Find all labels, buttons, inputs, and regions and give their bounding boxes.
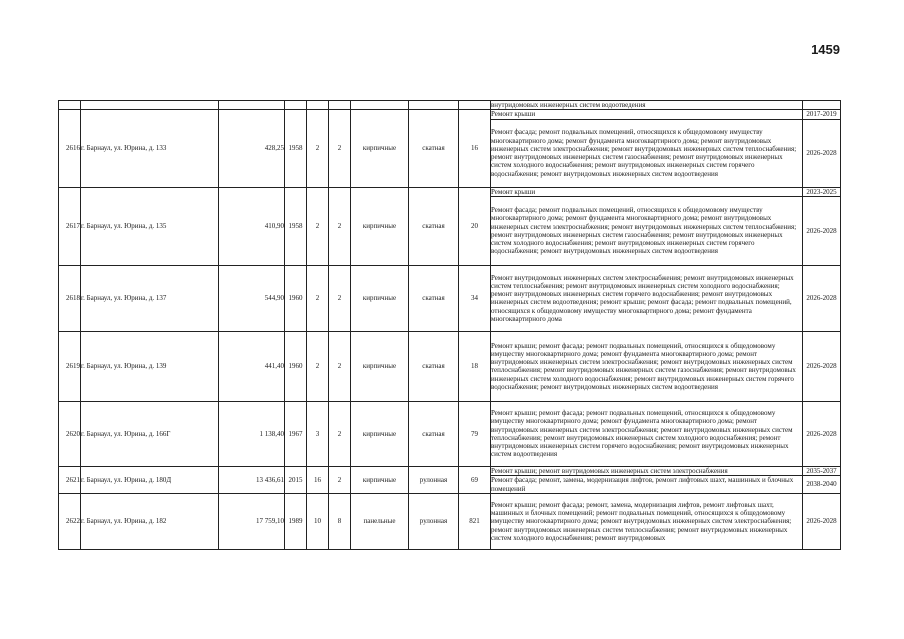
works-cell: Ремонт крыши; ремонт фасада; ремонт подвальных помещений, относящихся к общедомовому имуществу многоквартирного дома; ремонт фундамента многоквартирного дома; ремонт внутридомовых инженерных систем электроснабжения; ремонт внутридомовых инженерных систем теплоснабжения; ремонт внутридомовых инженерных систем газоснабжения; ремонт внутридомовых инженерных систем холодного водоснабжения; ремонт внутридомовых инженерных систем горячего водоснабжения; ремонт внутридомовых инженерных систем водоотведения <box>491 331 803 401</box>
period-cell: 2026-2028 <box>803 331 841 401</box>
works-cell: Ремонт крыши <box>491 110 803 119</box>
period-cell: 2035-2037 <box>803 466 841 475</box>
entrances-cell: 2 <box>329 466 351 493</box>
row-number: 2620 <box>59 401 81 466</box>
row-number: 2618 <box>59 265 81 331</box>
area-cell: 13 436,61 <box>219 466 285 493</box>
area-cell: 1 138,40 <box>219 401 285 466</box>
row-number: 2622 <box>59 494 81 550</box>
residents-cell: 34 <box>459 265 491 331</box>
roof-cell: рулонная <box>409 466 459 493</box>
entrances-cell: 2 <box>329 187 351 265</box>
residents-cell: 18 <box>459 331 491 401</box>
address-cell: г. Барнаул, ул. Юрина, д. 137 <box>81 265 219 331</box>
period-cell: 2017-2019 <box>803 110 841 119</box>
table-row <box>59 466 841 475</box>
roof-cell: рулонная <box>409 494 459 550</box>
period-cell: 2038-2040 <box>803 476 841 494</box>
table-row <box>59 187 841 196</box>
residents-cell: 821 <box>459 494 491 550</box>
walls-cell: кирпичные <box>351 265 409 331</box>
row-number: 2621 <box>59 466 81 493</box>
walls-cell: кирпичные <box>351 110 409 187</box>
address-cell: г. Барнаул, ул. Юрина, д. 135 <box>81 187 219 265</box>
roof-cell: скатная <box>409 331 459 401</box>
period-cell: 2023-2025 <box>803 187 841 196</box>
floors-cell: 16 <box>307 466 329 493</box>
address-cell: г. Барнаул, ул. Юрина, д. 180Д <box>81 466 219 493</box>
roof-cell: скатная <box>409 401 459 466</box>
area-cell: 17 759,10 <box>219 494 285 550</box>
walls-cell: кирпичные <box>351 187 409 265</box>
continuation-row <box>59 101 841 110</box>
walls-cell: кирпичные <box>351 466 409 493</box>
year-cell: 1960 <box>285 265 307 331</box>
entrances-cell: 2 <box>329 265 351 331</box>
entrances-cell: 2 <box>329 401 351 466</box>
floors-cell: 3 <box>307 401 329 466</box>
address-cell: г. Барнаул, ул. Юрина, д. 166Г <box>81 401 219 466</box>
table-row <box>59 401 841 466</box>
table-row <box>59 331 841 401</box>
year-cell: 1958 <box>285 110 307 187</box>
roof-cell: скатная <box>409 265 459 331</box>
page-number: 1459 <box>811 42 840 57</box>
period-cell: 2026-2028 <box>803 494 841 550</box>
works-cell: Ремонт крыши <box>491 187 803 196</box>
walls-cell: кирпичные <box>351 401 409 466</box>
period-cell: 2026-2028 <box>803 265 841 331</box>
address-cell: г. Барнаул, ул. Юрина, д. 139 <box>81 331 219 401</box>
residents-cell: 69 <box>459 466 491 493</box>
table-row <box>59 265 841 331</box>
row-number: 2617 <box>59 187 81 265</box>
entrances-cell: 2 <box>329 110 351 187</box>
works-cell: Ремонт крыши; ремонт внутридомовых инженерных систем электроснабжения <box>491 466 803 475</box>
works-cell: Ремонт фасада; ремонт подвальных помещений, относящихся к общедомовому имуществу многоквартирного дома; ремонт фундамента многоквартирного дома; ремонт внутридомовых инженерных систем электроснабжения; ремонт внутридомовых инженерных систем теплоснабжения; ремонт внутридомовых инженерных систем газоснабжения; ремонт внутридомовых инженерных систем холодного водоснабжения; ремонт внутридомовых инженерных систем горячего водоснабжения; ремонт внутридомовых инженерных систем водоотведения <box>491 196 803 265</box>
address-cell: г. Барнаул, ул. Юрина, д. 133 <box>81 110 219 187</box>
year-cell: 2015 <box>285 466 307 493</box>
table-row <box>59 494 841 550</box>
year-cell: 1960 <box>285 331 307 401</box>
floors-cell: 2 <box>307 187 329 265</box>
period-cell: 2026-2028 <box>803 196 841 265</box>
row-number: 2619 <box>59 331 81 401</box>
year-cell: 1958 <box>285 187 307 265</box>
housing-repair-table <box>58 100 841 550</box>
period-cell: 2026-2028 <box>803 401 841 466</box>
works-cell: Ремонт крыши; ремонт фасада; ремонт, замена, модернизация лифтов, ремонт лифтовых шахт, машинных и блочных помещений; ремонт подвальных помещений, относящихся к общедомовому имуществу многоквартирного дома; ремонт внутридомовых инженерных систем электроснабжения; ремонт внутридомовых инженерных систем теплоснабжения; ремонт внутридомовых инженерных систем холодного водоснабжения; ремонт внутридомовых <box>491 494 803 550</box>
floors-cell: 2 <box>307 110 329 187</box>
walls-cell: кирпичные <box>351 331 409 401</box>
entrances-cell: 8 <box>329 494 351 550</box>
area-cell: 441,40 <box>219 331 285 401</box>
floors-cell: 2 <box>307 265 329 331</box>
roof-cell: скатная <box>409 187 459 265</box>
table-row <box>59 110 841 119</box>
area-cell: 428,25 <box>219 110 285 187</box>
works-cell: Ремонт крыши; ремонт фасада; ремонт подвальных помещений, относящихся к общедомовому имуществу многоквартирного дома; ремонт фундамента многоквартирного дома; ремонт внутридомовых инженерных систем электроснабжения; ремонт внутридомовых инженерных систем теплоснабжения; ремонт внутридомовых инженерных систем холодного водоснабжения; ремонт внутридомовых инженерных систем горячего водоснабжения; ремонт внутридомовых инженерных систем водоотведения <box>491 401 803 466</box>
floors-cell: 10 <box>307 494 329 550</box>
residents-cell: 79 <box>459 401 491 466</box>
residents-cell: 20 <box>459 187 491 265</box>
residents-cell: 16 <box>459 110 491 187</box>
works-cell: Ремонт фасада; ремонт, замена, модернизация лифтов, ремонт лифтовых шахт, машинных и блочных помещений <box>491 476 803 494</box>
floors-cell: 2 <box>307 331 329 401</box>
continuation-text: внутридомовых инженерных систем водоотведения <box>491 101 803 110</box>
works-cell: Ремонт фасада; ремонт подвальных помещений, относящихся к общедомовому имуществу многоквартирного дома; ремонт фундамента многоквартирного дома; ремонт внутридомовых инженерных систем электроснабжения; ремонт внутридомовых инженерных систем теплоснабжения; ремонт внутридомовых инженерных систем газоснабжения; ремонт внутридомовых инженерных систем холодного водоснабжения; ремонт внутридомовых инженерных систем горячего водоснабжения; ремонт внутридомовых инженерных систем водоотведения <box>491 119 803 187</box>
period-cell: 2026-2028 <box>803 119 841 187</box>
works-cell: Ремонт внутридомовых инженерных систем электроснабжения; ремонт внутридомовых инженерных систем теплоснабжения; ремонт внутридомовых инженерных систем холодного водоснабжения; ремонт внутридомовых инженерных систем горячего водоснабжения; ремонт внутридомовых инженерных систем водоотведения; ремонт крыши; ремонт фасада; ремонт подвальных помещений, относящихся к общедомовому имуществу многоквартирного дома; ремонт фундамента многоквартирного дома <box>491 265 803 331</box>
address-cell: г. Барнаул, ул. Юрина, д. 182 <box>81 494 219 550</box>
roof-cell: скатная <box>409 110 459 187</box>
year-cell: 1989 <box>285 494 307 550</box>
area-cell: 544,90 <box>219 265 285 331</box>
year-cell: 1967 <box>285 401 307 466</box>
walls-cell: панельные <box>351 494 409 550</box>
entrances-cell: 2 <box>329 331 351 401</box>
row-number: 2616 <box>59 110 81 187</box>
area-cell: 410,90 <box>219 187 285 265</box>
